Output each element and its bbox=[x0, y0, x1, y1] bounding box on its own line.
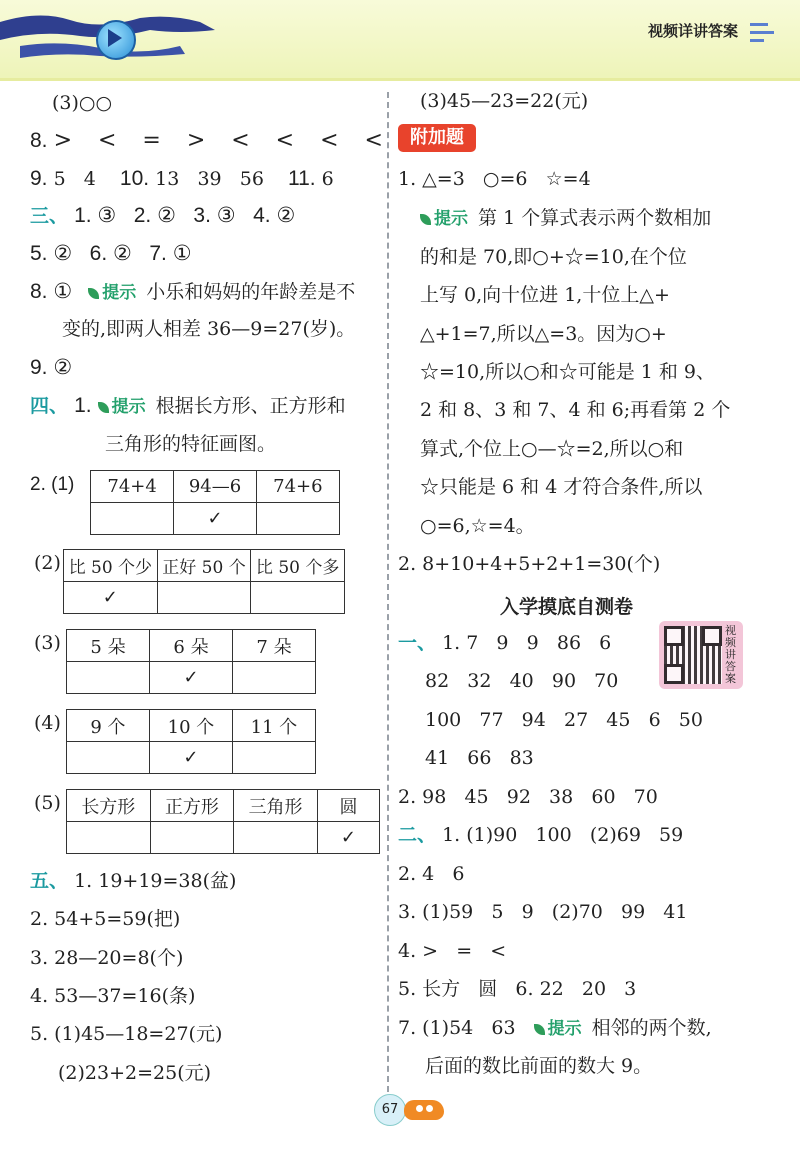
table-4 bbox=[66, 709, 316, 774]
table4-label: (4) bbox=[34, 712, 61, 734]
left-line-4 bbox=[30, 203, 295, 229]
hint-label: 提示 bbox=[111, 397, 146, 417]
hint-label: 提示 bbox=[547, 1019, 582, 1039]
hint-text: 相邻的两个数, bbox=[591, 1017, 712, 1039]
q10-number: 10. bbox=[119, 167, 150, 190]
q1-answer: 1. 7 9 9 86 6 bbox=[442, 632, 612, 654]
check-icon: ✓ bbox=[150, 662, 233, 694]
table-1 bbox=[90, 470, 340, 535]
left-line-w3: 3. 28—20=8(个) bbox=[30, 947, 184, 969]
left-line-2 bbox=[30, 128, 387, 154]
right-line-q2: 82 32 40 90 70 bbox=[425, 670, 619, 692]
table5-cell bbox=[150, 822, 234, 854]
left-line-5: 5. ② 6. ② 7. ① bbox=[30, 242, 192, 265]
column-divider bbox=[387, 92, 389, 1092]
left-line-wu bbox=[30, 868, 236, 894]
right-line-8: 2 和 8、3 和 7、4 和 6;再看第 2 个 bbox=[420, 399, 731, 421]
table4-header: 11 个 bbox=[232, 710, 315, 742]
right-line-7: ☆=10,所以○和☆可能是 1 和 9、 bbox=[420, 361, 716, 383]
right-line-q9: 4. > = < bbox=[398, 940, 507, 962]
table3-label: (3) bbox=[34, 632, 61, 654]
left-line-6 bbox=[30, 279, 355, 306]
q11-number: 11. bbox=[287, 167, 316, 190]
q10-answer: 13 39 56 bbox=[155, 168, 264, 190]
leaf-icon bbox=[88, 288, 99, 299]
table2-cell bbox=[251, 582, 345, 614]
right-line-q12: 后面的数比前面的数大 9。 bbox=[425, 1055, 653, 1077]
table5-cell bbox=[234, 822, 318, 854]
left-line-9 bbox=[30, 393, 346, 420]
q6-answer: 1. (1)90 100 (2)69 59 bbox=[442, 824, 684, 846]
table1-cell bbox=[256, 503, 339, 535]
table-5 bbox=[66, 789, 380, 854]
q11-answer: 7. (1)54 63 bbox=[398, 1017, 516, 1039]
q8-answer: > < = > < < < < bbox=[53, 128, 387, 153]
table3-header: 6 朵 bbox=[150, 630, 233, 662]
hint-text: 第 1 个算式表示两个数相加 bbox=[478, 207, 712, 229]
bonus-badge-label: 附加题 bbox=[410, 127, 464, 148]
right-line-q1 bbox=[398, 630, 611, 656]
table3-header: 5 朵 bbox=[67, 630, 150, 662]
right-line-4: 的和是 70,即○+☆=10,在个位 bbox=[420, 246, 687, 268]
qr-code-frame[interactable] bbox=[659, 621, 743, 689]
table2-header: 比 50 个多 bbox=[251, 550, 345, 582]
table4-cell bbox=[232, 742, 315, 774]
right-line-12: 2. 8+10+4+5+2+1=30(个) bbox=[398, 553, 661, 575]
left-line-1: (3)○○ bbox=[52, 92, 113, 114]
table-3 bbox=[66, 629, 316, 694]
submarine-icon bbox=[404, 1100, 444, 1120]
right-line-11: ○=6,☆=4。 bbox=[420, 515, 535, 537]
hint-tag bbox=[88, 280, 136, 306]
left-line-7: 变的,即两人相差 36—9=27(岁)。 bbox=[62, 318, 356, 340]
left-line-w2: 2. 54+5=59(把) bbox=[30, 908, 181, 930]
right-line-10: ☆只能是 6 和 4 才符合条件,所以 bbox=[420, 476, 703, 498]
left-line-10: 三角形的特征画图。 bbox=[105, 433, 277, 455]
table4-header: 9 个 bbox=[67, 710, 150, 742]
table5-header: 圆 bbox=[317, 790, 379, 822]
section-yi: 一、 bbox=[398, 632, 437, 654]
table4-cell bbox=[67, 742, 150, 774]
right-line-3 bbox=[420, 205, 711, 232]
test-title: 入学摸底自测卷 bbox=[500, 596, 634, 618]
section-wu: 五、 bbox=[30, 870, 69, 892]
play-triangle-icon bbox=[108, 29, 122, 47]
q9-number: 9. bbox=[30, 167, 48, 190]
hint-tag bbox=[534, 1016, 582, 1042]
hint-tag bbox=[420, 206, 468, 232]
section-si: 四、 bbox=[30, 395, 69, 417]
section-san: 三、 bbox=[30, 205, 69, 227]
q8-number: 8. bbox=[30, 129, 48, 152]
table2-cell bbox=[157, 582, 251, 614]
section-san-answers: 1. ③ 2. ② 3. ③ 4. ② bbox=[74, 204, 296, 227]
check-icon: ✓ bbox=[149, 742, 232, 774]
page-number: 67 bbox=[381, 1102, 399, 1117]
leaf-icon bbox=[98, 402, 109, 413]
table5-cell bbox=[67, 822, 151, 854]
table3-header: 7 朵 bbox=[233, 630, 316, 662]
right-line-2: 1. △=3 ○=6 ☆=4 bbox=[398, 168, 591, 190]
header-stripes-decoration bbox=[750, 18, 780, 48]
q11-answer: 6 bbox=[321, 168, 334, 190]
q8-san-number: 8. ① bbox=[30, 280, 73, 303]
check-icon: ✓ bbox=[317, 822, 379, 854]
right-line-9: 算式,个位上○—☆=2,所以○和 bbox=[420, 438, 684, 460]
right-line-q11 bbox=[398, 1015, 712, 1042]
left-line-w4: 4. 53—37=16(条) bbox=[30, 985, 196, 1007]
table1-label: 2. (1) bbox=[30, 474, 75, 495]
qr-code-icon bbox=[664, 626, 722, 684]
table2-label: (2) bbox=[34, 552, 61, 574]
right-line-q10: 5. 长方 圆 6. 22 20 3 bbox=[398, 978, 637, 1000]
right-line-q3: 100 77 94 27 45 6 50 bbox=[425, 709, 703, 731]
q9-answer: 5 4 bbox=[53, 168, 96, 190]
left-line-8: 9. ② bbox=[30, 356, 73, 379]
page-number-circle bbox=[374, 1094, 406, 1126]
bonus-badge bbox=[398, 124, 476, 152]
right-line-5: 上写 0,向十位进 1,十位上△+ bbox=[420, 284, 670, 306]
table3-cell bbox=[233, 662, 316, 694]
table1-cell bbox=[91, 503, 174, 535]
section-er: 二、 bbox=[398, 824, 437, 846]
table5-header: 长方形 bbox=[67, 790, 151, 822]
leaf-icon bbox=[420, 214, 431, 225]
left-line-w6: (2)23+2=25(元) bbox=[58, 1062, 212, 1084]
right-line-q5: 2. 98 45 92 38 60 70 bbox=[398, 786, 658, 808]
section-si-number: 1. bbox=[74, 394, 92, 417]
hint-label: 提示 bbox=[102, 283, 137, 303]
table1-header: 74+4 bbox=[91, 471, 174, 503]
qr-code-label: 视频讲答案 bbox=[725, 624, 736, 685]
table5-header: 三角形 bbox=[234, 790, 318, 822]
table5-header: 正方形 bbox=[150, 790, 234, 822]
hint-label: 提示 bbox=[434, 209, 468, 229]
right-line-q8: 3. (1)59 5 9 (2)70 99 41 bbox=[398, 901, 688, 923]
left-line-w5: 5. (1)45—18=27(元) bbox=[30, 1023, 223, 1045]
hint-text: 根据长方形、正方形和 bbox=[155, 395, 346, 417]
right-line-6: △+1=7,所以△=3。因为○+ bbox=[420, 323, 667, 345]
hint-text: 小乐和妈妈的年龄差是不 bbox=[146, 281, 356, 303]
w1-answer: 1. 19+19=38(盆) bbox=[74, 870, 237, 892]
hint-tag bbox=[98, 394, 146, 420]
leaf-icon bbox=[534, 1024, 545, 1035]
table2-header: 正好 50 个 bbox=[157, 550, 251, 582]
left-line-3 bbox=[30, 166, 334, 192]
table4-header: 10 个 bbox=[149, 710, 232, 742]
right-line-q4: 41 66 83 bbox=[425, 747, 534, 769]
right-line-q7: 2. 4 6 bbox=[398, 863, 465, 885]
right-line-q6 bbox=[398, 822, 683, 848]
table1-header: 74+6 bbox=[256, 471, 339, 503]
check-icon: ✓ bbox=[64, 582, 158, 614]
table5-label: (5) bbox=[34, 792, 61, 814]
header-title: 视频详讲答案 bbox=[648, 22, 739, 40]
right-line-1: (3)45—23=22(元) bbox=[420, 90, 589, 112]
table-2 bbox=[63, 549, 345, 614]
check-icon: ✓ bbox=[174, 503, 257, 535]
table1-header: 94—6 bbox=[174, 471, 257, 503]
table3-cell bbox=[67, 662, 150, 694]
table2-header: 比 50 个少 bbox=[64, 550, 158, 582]
